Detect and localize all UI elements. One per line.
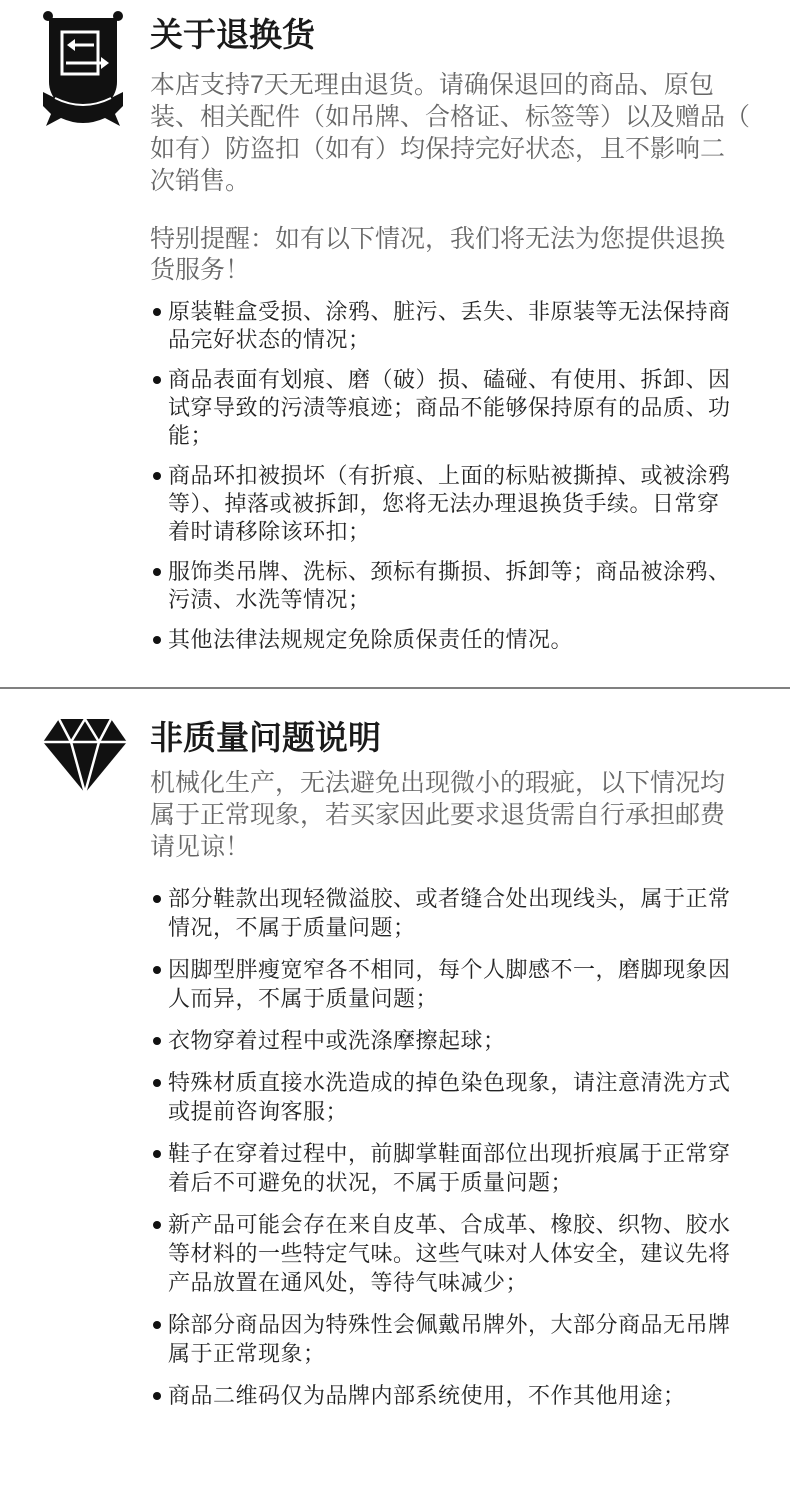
list-item	[150, 1026, 770, 1055]
paragraph-line: 请见谅！	[150, 833, 251, 861]
bullet-dot	[153, 1150, 161, 1158]
list-item-line: 品完好状态的情况；	[168, 327, 371, 352]
list-item-line: 商品环扣被损坏（有折痕、上面的标贴被撕掉、或被涂鸦	[168, 463, 731, 488]
list-item-line: 产品放置在通风处，等待气味减少；	[168, 1270, 529, 1295]
bullet-dot	[153, 308, 161, 316]
list-item-line: 着时请移除该环扣；	[168, 519, 371, 544]
list-item-line: 衣物穿着过程中或洗涤摩擦起球；	[168, 1028, 506, 1053]
bullet-dot	[153, 376, 161, 384]
paragraph-line: 特别提醒：如有以下情况，我们将无法为您提供退换	[150, 225, 726, 253]
list-item-line: 其他法律法规规定免除质保责任的情况。	[168, 627, 574, 652]
list-item-line: 等材料的一些特定气味。这些气味对人体安全，建议先将	[168, 1241, 731, 1266]
bullet-dot	[153, 636, 161, 644]
intro-paragraph	[150, 767, 725, 863]
bullet-dot	[153, 1392, 161, 1400]
diamond-icon	[42, 717, 128, 795]
shield-return-icon	[42, 10, 124, 128]
bullet-dot	[153, 1221, 161, 1229]
bullet-dot	[153, 1079, 161, 1087]
list-item	[150, 884, 770, 942]
list-item	[150, 1310, 770, 1368]
list-item-line: 新产品可能会存在来自皮革、合成革、橡胶、织物、胶水	[168, 1212, 731, 1237]
list-item	[150, 298, 770, 354]
list-item-line: 除部分商品因为特殊性会佩戴吊牌外，大部分商品无吊牌	[168, 1312, 731, 1337]
list-item	[150, 462, 770, 546]
list-item-line: 情况，不属于质量问题；	[168, 915, 416, 940]
list-item-line: 试穿导致的污渍等痕迹；商品不能够保持原有的品质、功	[168, 395, 731, 420]
list-item-line: 特殊材质直接水洗造成的掉色染色现象，请注意清洗方式	[168, 1070, 731, 1095]
bullet-dot	[153, 966, 161, 974]
list-item	[150, 955, 770, 1013]
list-item	[150, 1210, 770, 1297]
list-item-line: 或提前咨询客服；	[168, 1099, 349, 1124]
list-item	[150, 1139, 770, 1197]
list-item-line: 服饰类吊牌、洗标、颈标有撕损、拆卸等；商品被涂鸦、	[168, 559, 731, 584]
list-item-line: 因脚型胖瘦宽窄各不相同，每个人脚感不一，磨脚现象因	[168, 957, 731, 982]
list-item-line: 商品表面有划痕、磨（破）损、磕碰、有使用、拆卸、因	[168, 367, 731, 392]
intro-paragraph	[150, 69, 750, 197]
list-item	[150, 626, 770, 654]
paragraph-line: 属于正常现象，若买家因此要求退货需自行承担邮费	[150, 801, 726, 829]
list-item-line: 属于正常现象；	[168, 1341, 326, 1366]
paragraph-line: 货服务！	[150, 256, 251, 284]
list-item-line: 污渍、水洗等情况；	[168, 587, 371, 612]
bullet-dot	[153, 1321, 161, 1329]
list-item	[150, 366, 770, 450]
bullet-list	[150, 884, 770, 1423]
bullet-dot	[153, 895, 161, 903]
paragraph-line: 次销售。	[150, 167, 251, 195]
bullet-dot	[153, 472, 161, 480]
list-item-line: 部分鞋款出现轻微溢胶、或者缝合处出现线头，属于正常	[168, 886, 731, 911]
section-title: 非质量问题说明	[150, 719, 381, 756]
section-divider	[0, 687, 790, 689]
list-item-line: 能；	[168, 423, 214, 448]
paragraph-line: 本店支持7天无理由退货。请确保退回的商品、原包	[150, 71, 714, 99]
list-item-line: 商品二维码仅为品牌内部系统使用，不作其他用途；	[168, 1383, 686, 1408]
list-item-line: 原装鞋盒受损、涂鸦、脏污、丢失、非原装等无法保持商	[168, 299, 731, 324]
list-item	[150, 1068, 770, 1126]
list-item-line: 人而异，不属于质量问题；	[168, 986, 439, 1011]
bullet-dot	[153, 1037, 161, 1045]
paragraph-line: 机械化生产，无法避免出现微小的瑕疵，以下情况均	[150, 769, 726, 797]
section-title: 关于退换货	[150, 16, 315, 53]
list-item-line: 鞋子在穿着过程中，前脚掌鞋面部位出现折痕属于正常穿	[168, 1141, 731, 1166]
paragraph-line: 如有）防盗扣（如有）均保持完好状态，且不影响二	[150, 135, 726, 163]
paragraph-line: 装、相关配件（如吊牌、合格证、标签等）以及赠品（	[150, 103, 751, 131]
list-item-line: 等）、掉落或被拆卸，您将无法办理退换货手续。日常穿	[168, 491, 720, 516]
notice-paragraph	[150, 224, 725, 286]
bullet-list	[150, 298, 770, 666]
list-item-line: 着后不可避免的状况，不属于质量问题；	[168, 1170, 574, 1195]
list-item	[150, 558, 770, 614]
list-item	[150, 1381, 770, 1410]
bullet-dot	[153, 568, 161, 576]
